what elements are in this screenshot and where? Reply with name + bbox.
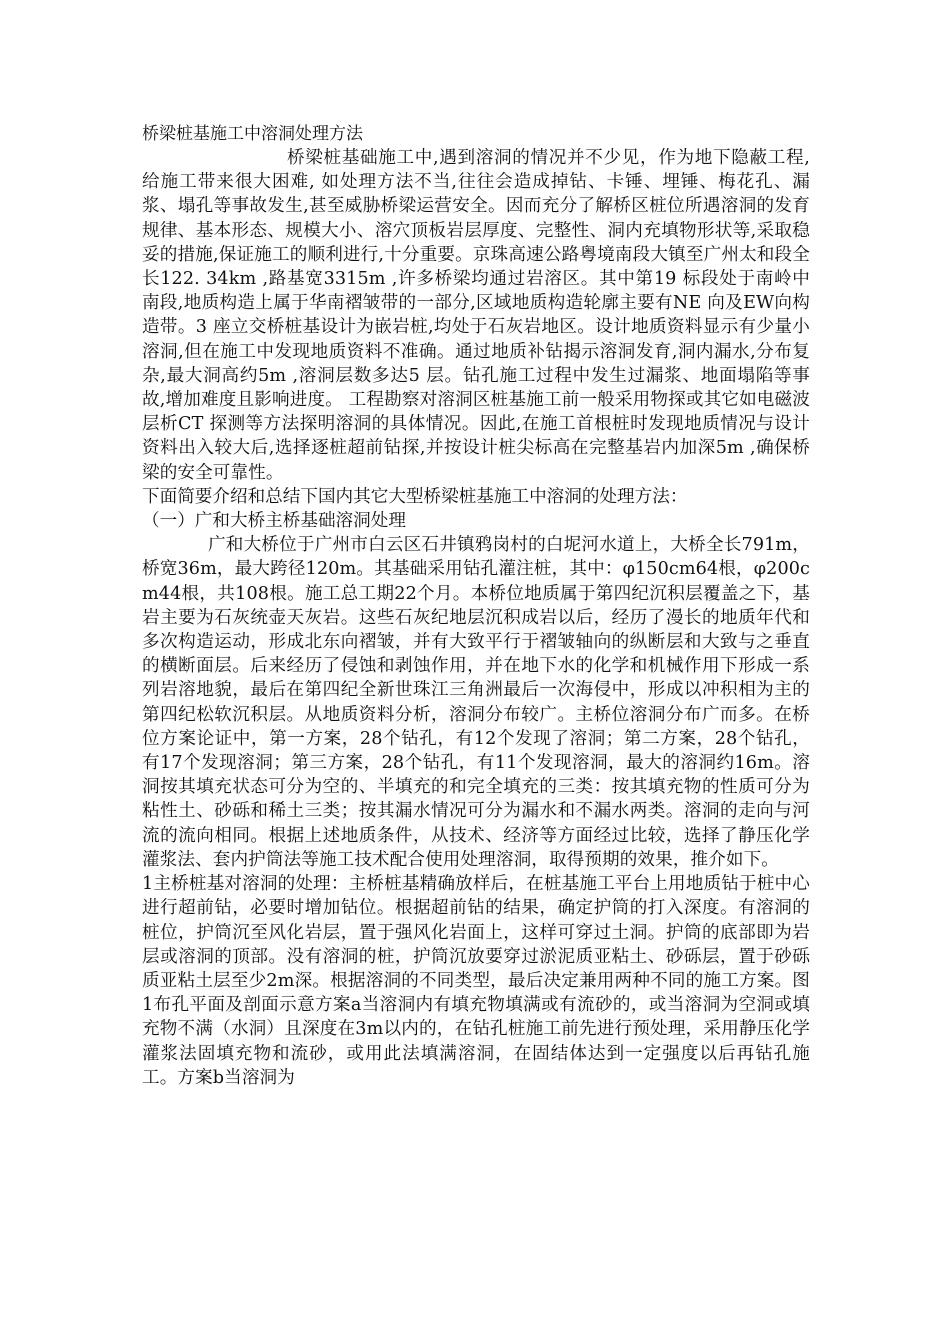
section-heading: （一）广和大桥主桥基础溶洞处理 <box>142 511 406 532</box>
document-page <box>142 122 810 1090</box>
document-title: 桥梁桩基施工中溶洞处理方法 <box>142 124 363 144</box>
paragraph-main-pile-treatment: 1主桥桩基对溶洞的处理：主桥桩基精确放样后，在桩基施工平台上用地质钻于桩中心进行超前钻，必要时增加钻位。根据超前钻的结果，确定护筒的打入深度。有溶洞的桩位，护筒沉至风化岩层，置于强风化岩面上，这样可穿过土洞。护筒的底部即为岩层或溶洞的顶部。没有溶洞的桩，护筒沉放要穿过淤泥质亚粘土、砂砾层，置于砂砾质亚粘土层至少2m深。根据溶洞的不同类型，最后决定兼用两种不同的施工方案。图1布孔平面及剖面示意方案a当溶洞内有填充物填满或有流砂的，或当溶洞为空洞或填充物不满（水洞）且深度在3m以内的，在钻孔桩施工前先进行预处理，采用静压化学灌浆法固填充物和流砂，或用此法填满溶洞，在固结体达到一定强度以后再钻孔施工。方案b当溶洞为 <box>142 874 810 1088</box>
paragraph-intro: 桥梁桩基础施工中,遇到溶洞的情况并不少见，作为地下隐蔽工程,给施工带来很大困难, 如处理方法不当,往往会造成掉钻、卡锤、埋锤、梅花孔、漏浆、塌孔等事故发生,甚至威胁桥梁运营安全。因而充分了解桥区桩位所遇溶洞的发育规律、基本形态、规模大小、溶穴顶板岩层厚度、完整性、洞内充填物形状等,采取稳妥的措施,保证施工的顺利进行,十分重要。京珠高速公路粤境南段大镇至广州太和段全长122. 34km ,路基宽3315m ,许多桥梁均通过岩溶区。其中第19 标段处于南岭中南段,地质构造上属于华南褶皱带的一部分,区域地质构造轮廓主要有NE 向及EW向构造带。3 座立交桥桩基设计为嵌岩桩,均处于石灰岩地区。设计地质资料显示有少量小溶洞,但在施工中发现地质资料不准确。通过地质补钻揭示溶洞发育,洞内漏水,分布复杂,最大洞高约5m ,溶洞层数多达5 层。钻孔施工过程中发生过漏浆、地面塌陷等事故,增加难度且影响进度。 工程勘察对溶洞区桩基施工前一般采用物探或其它如电磁波层析CT 探测等方法探明溶洞的具体情况。因此,在施工首根桩时发现地质情况与设计资料出入较大后,选择逐桩超前钻探,并按设计桩尖标高在完整基岩内加深5m ,确保桥梁的安全可靠性。 <box>142 148 810 483</box>
intro-line: 下面简要介绍和总结下国内其它大型桥梁桩基施工中溶洞的处理方法： <box>142 486 688 507</box>
paragraph-guanghe-bridge: 广和大桥位于广州市白云区石井镇鸦岗村的白坭河水道上，大桥全长791m，桥宽36m，最大跨径120m。其基础采用钻孔灌注桩，其中：φ150cm64根，φ200cm44根，共108根。施工总工期22个月。本桥位地质属于第四纪沉积层覆盖之下，基岩主要为石灰统壶天灰岩。这些石灰纪地层沉积成岩以后，经历了漫长的地质年代和多次构造运动，形成北东向褶皱，并有大致平行于褶皱轴向的纵断层和大致与之垂直的横断面层。后来经历了侵蚀和剥蚀作用，并在地下水的化学和机械作用下形成一系列岩溶地貌，最后在第四纪全新世珠江三角洲最后一次海侵中，形成以冲积相为主的第四纪松软沉积层。从地质资料分析，溶洞分布较广。主桥位溶洞分布广而多。在桥位方案论证中，第一方案，28个钻孔，有12个发现了溶洞；第二方案，28个钻孔，有17个发现溶洞；第三方案，28个钻孔，有11个发现溶洞，最大的溶洞约16m。溶洞按其填充状态可分为空的、半填充的和完全填充的三类：按其填充物的性质可分为粘性土、砂砾和稀土三类；按其漏水情况可分为漏水和不漏水两类。溶洞的走向与河流的流向相同。根据上述地质条件，从技术、经济等方面经过比较，选择了静压化学灌浆法、套内护筒法等施工技术配合使用处理溶洞，取得预期的效果，推介如下。 <box>142 535 810 870</box>
